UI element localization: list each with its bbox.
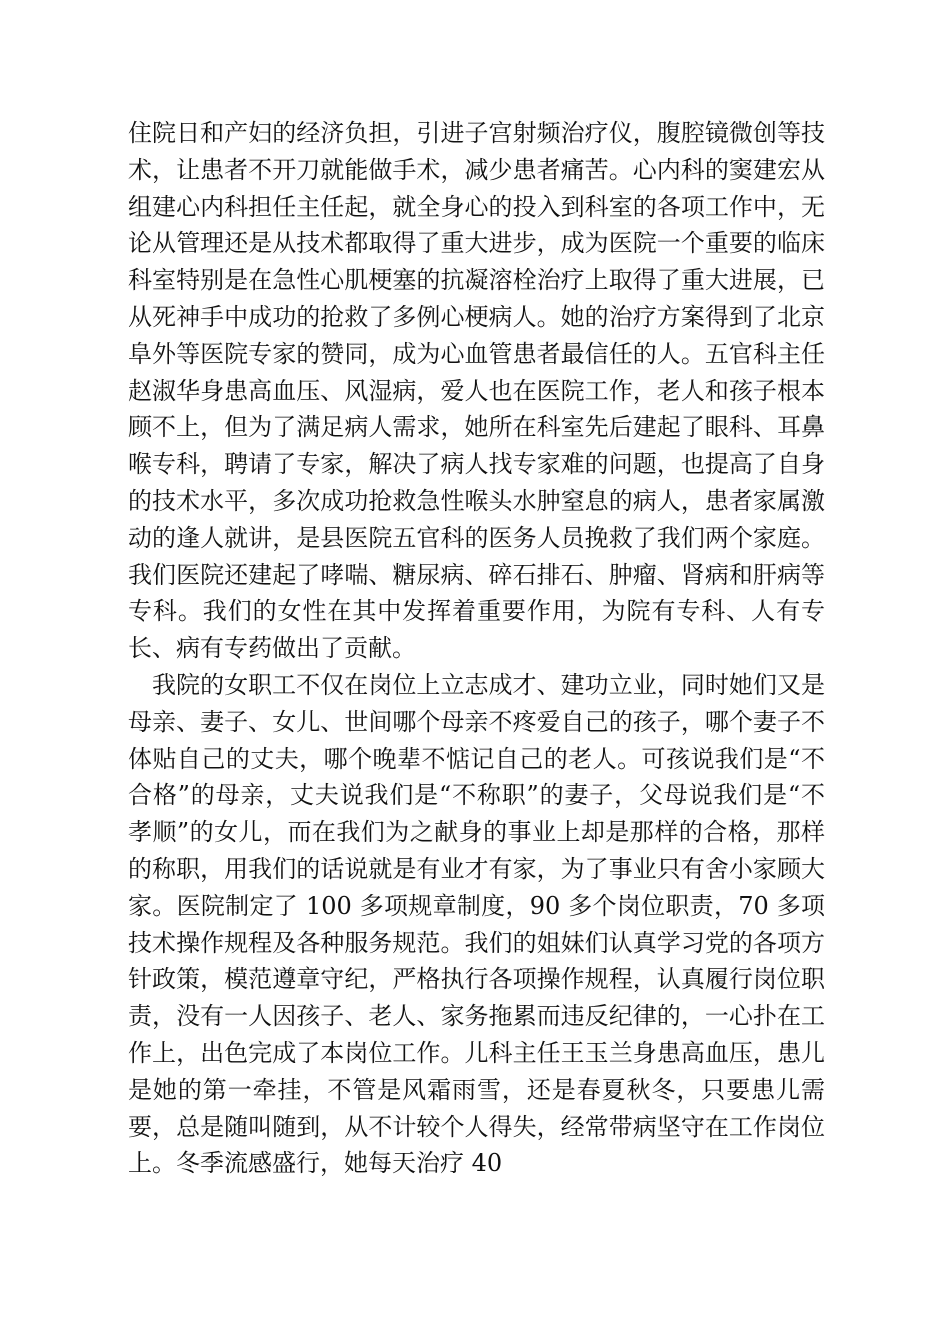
paragraph-1: 住院日和产妇的经济负担，引进子宫射频治疗仪，腹腔镜微创等技术，让患者不开刀就能做手术，减少患者痛苦。心内科的窦建宏从组建心内科担任主任起，就全身心的投入到科室的各项工作中，无论从管理还是从技术都取得了重大进步，成为医院一个重要的临床科室特别是在急性心肌梗塞的抗凝溶栓治疗上取得了重大进展，已从死神手中成功的抢救了多例心梗病人。她的治疗方案得到了北京阜外等医院专家的赞同，成为心血管患者最信任的人。五官科主任赵淑华身患高血压、风湿病，爱人也在医院工作，老人和孩子根本顾不上，但为了满足病人需求，她所在科室先后建起了眼科、耳鼻喉专科，聘请了专家，解决了病人找专家难的问题，也提高了自身的技术水平，多次成功抢救急性喉头水肿窒息的病人，患者家属激动的逢人就讲，是县医院五官科的医务人员挽救了我们两个家庭。我们医院还建起了哮喘、糖尿病、碎石排石、肿瘤、肾病和肝病等专科。我们的女性在其中发挥着重要作用，为院有专科、人有专长、病有专药做出了贡献。 — [128, 119, 825, 663]
paragraph-2: 我院的女职工不仅在岗位上立志成才、建功立业，同时她们又是母亲、妻子、女儿、世间哪个母亲不疼爱自己的孩子，哪个妻子不体贴自己的丈夫，哪个晚辈不惦记自己的老人。可孩说我们是“不合格”的母亲，丈夫说我们是“不称职”的妻子，父母说我们是“不孝顺”的女儿，而在我们为之献身的事业上却是那样的合格，那样的称职，用我们的话说就是有业才有家，为了事业只有舍小家顾大家。医院制定了 100 多项规章制度，90 多个岗位职责，70 多项技术操作规程及各种服务规范。我们的姐妹们认真学习党的各项方针政策，模范遵章守纪，严格执行各项操作规程，认真履行岗位职责，没有一人因孩子、老人、家务拖累而违反纪律的，一心扑在工作上，出色完成了本岗位工作。儿科主任王玉兰身患高血压，患儿是她的第一牵挂，不管是风霜雨雪，还是春夏秋冬，只要患儿需要，总是随叫随到，从不计较个人得失，经常带病坚守在工作岗位上。冬季流感盛行，她每天治疗 40 — [128, 670, 825, 1178]
document-body — [128, 115, 825, 1182]
